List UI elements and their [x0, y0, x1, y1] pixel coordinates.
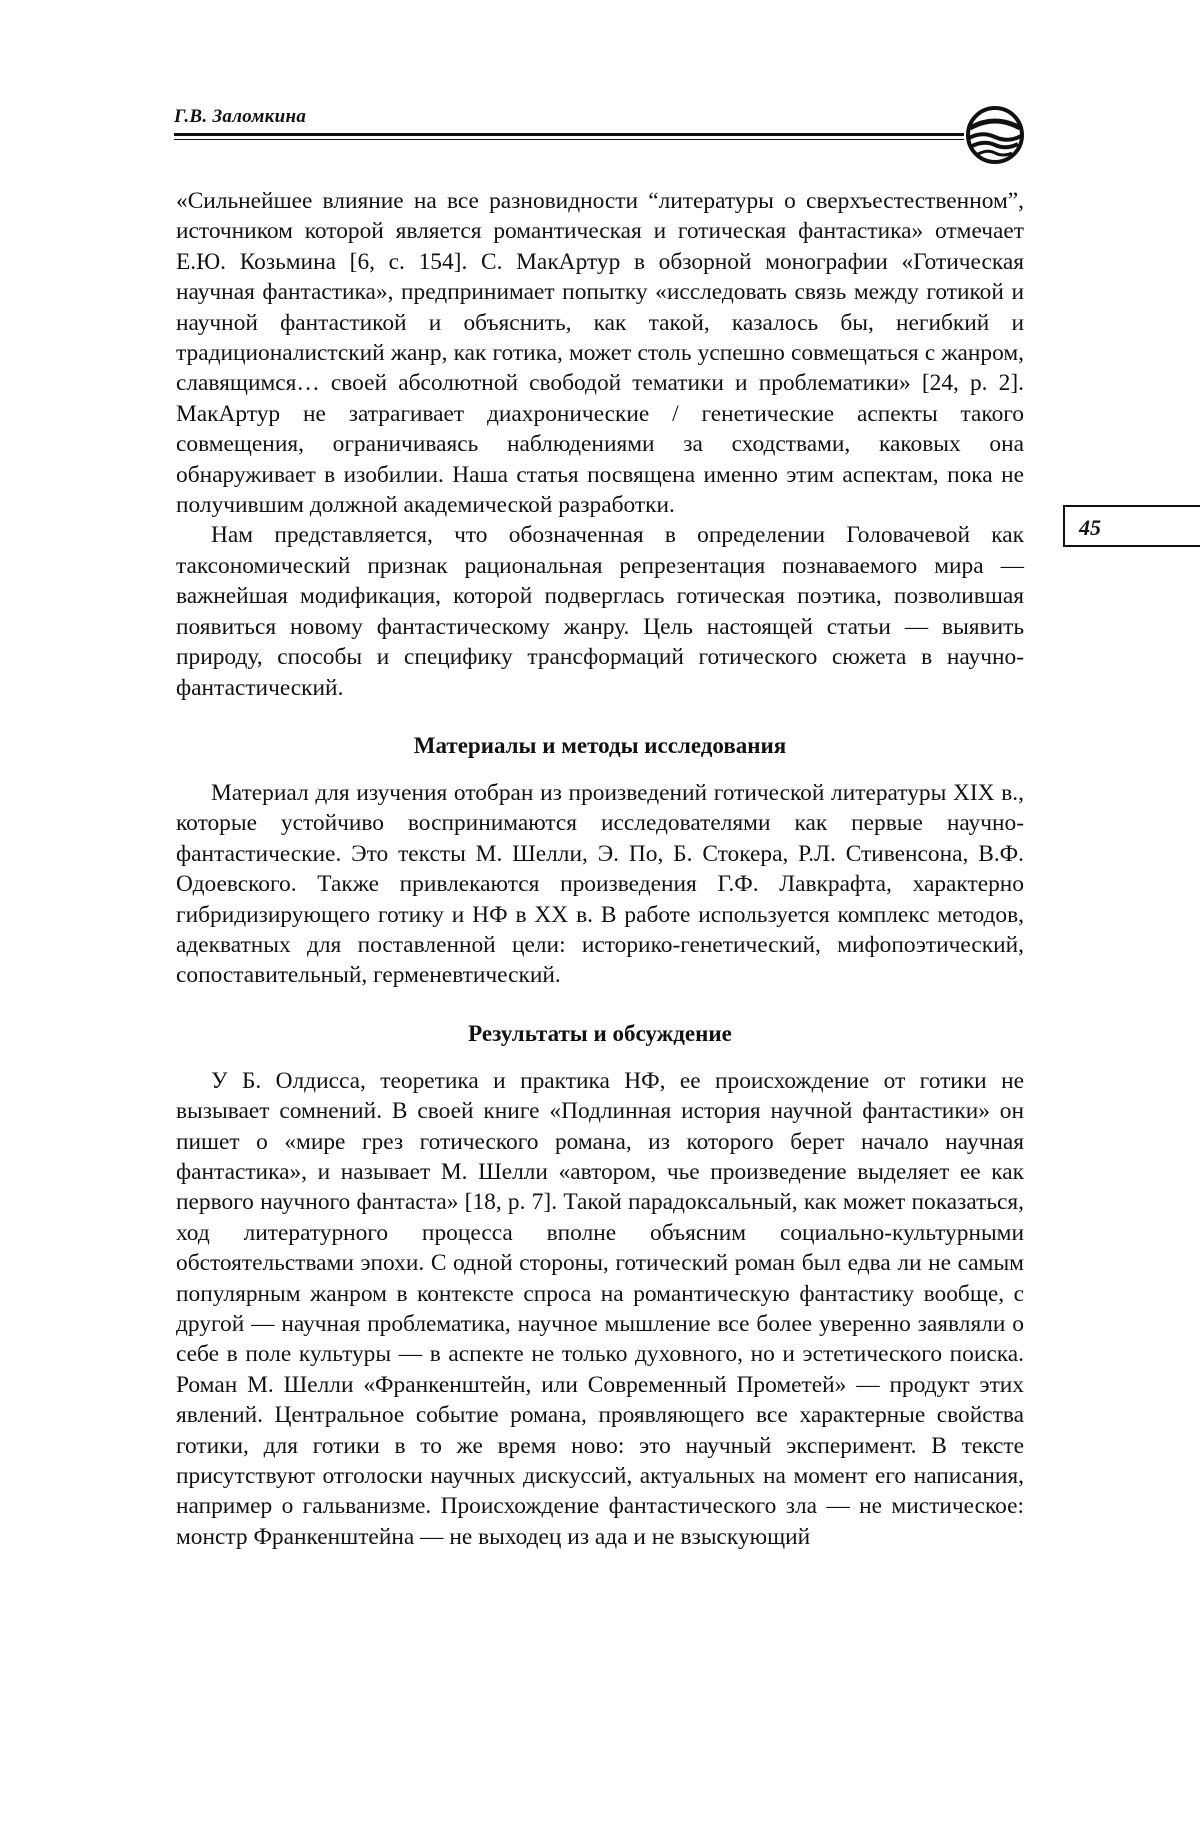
header-rule-thin: [174, 139, 964, 140]
page-number-box: [1063, 505, 1200, 547]
paragraph-results: У Б. Олдисса, теоретика и практика НФ, ее происхождение от готики не вызывает сомнений. В своей книге «Подлинная история научной фантастики» он пишет о «мире грез готического романа, из которого берет начало научная фантастика», и называет М. Шелли «автором, чье произведение выделяет ее как первого научного фантаста» [18, p. 7]. Такой парадоксальный, как может показаться, ход литературного процесса вполне объясним социально-культурными обстоятельствами эпохи. С одной стороны, готический роман был едва ли не самым популярным жанром в контексте спроса на романтическую фантастику вообще, с другой — научная проблематика, научное мышление все более уверенно заявляли о себе в поле культуры — в аспекте не только духовного, но и эстетического поиска. Роман М. Шелли «Франкенштейн, или Современный Прометей» — продукт этих явлений. Центральное событие романа, проявляющего все характерные свойства готики, для готики в то же время ново: это научный эксперимент. В тексте присутствуют отголоски научных дискуссий, актуальных на момент его написания, например о гальванизме. Происхождение фантастического зла — не мистическое: монстр Франкенштейна — не выходец из ада и не взыскующий: [176, 1067, 1024, 1550]
page-number: 45: [1079, 515, 1101, 540]
section-heading-methods: Материалы и методы исследования: [413, 732, 787, 758]
paragraph-intro-1: «Сильнейшее влияние на все разновидности “литературы о сверхъестественном”, источником которой является романтическая и готическая фантастика» отмечает Е.Ю. Козьмина [6, с. 154]. С. МакАртур в обзорной монографии «Готическая научная фантастика», предпринимает попытку «исследовать связь между готикой и научной фантастикой и объяснить, как такой, казалось бы, негибкий и традиционалистский жанр, как готика, может столь успешно совмещаться с жанром, славящимся… своей абсолютной свободой тематики и проблематики» [24, p. 2]. МакАртур не затрагивает диахронические / генетические аспекты такого совмещения, ограничиваясь наблюдениями за сходствами, каковых она обнаруживает в изобилии. Наша статья посвящена именно этим аспектам, пока не получившим должной академической разработки.: [176, 188, 1024, 519]
running-header: [174, 100, 1024, 170]
header-rule-thick: [174, 133, 964, 136]
journal-waves-logo-icon: [964, 104, 1026, 166]
paragraph-methods: Материал для изучения отобран из произведений готической литературы XIX в., которые устойчиво воспринимаются исследователями как первые научно-фантастические. Это тексты М. Шелли, Э. По, Б. Стокера, Р.Л. Стивенсона, В.Ф. Одоевского. Также привлекаются произведения Г.Ф. Лавкрафта, характерно гибридизирующего готику и НФ в XX в. В работе используется комплекс методов, адекватных для поставленной цели: историко-генетический, мифопоэтический, сопоставительный, герменевтический.: [176, 779, 1024, 989]
author-name: Г.В. Заломкина: [174, 106, 307, 127]
article-body: [176, 186, 1024, 1552]
paragraph-intro-2: Нам представляется, что обозначенная в определении Головачевой как таксономический признак рациональная репрезентация познаваемого мира — важнейшая модификация, которой подверглась готическая поэтика, позволившая появиться новому фантастическому жанру. Цель настоящей статьи — выявить природу, способы и специфику трансформаций готического сюжета в научно-фантастический.: [176, 522, 1024, 701]
section-heading-results: Результаты и обсуждение: [468, 1020, 732, 1046]
